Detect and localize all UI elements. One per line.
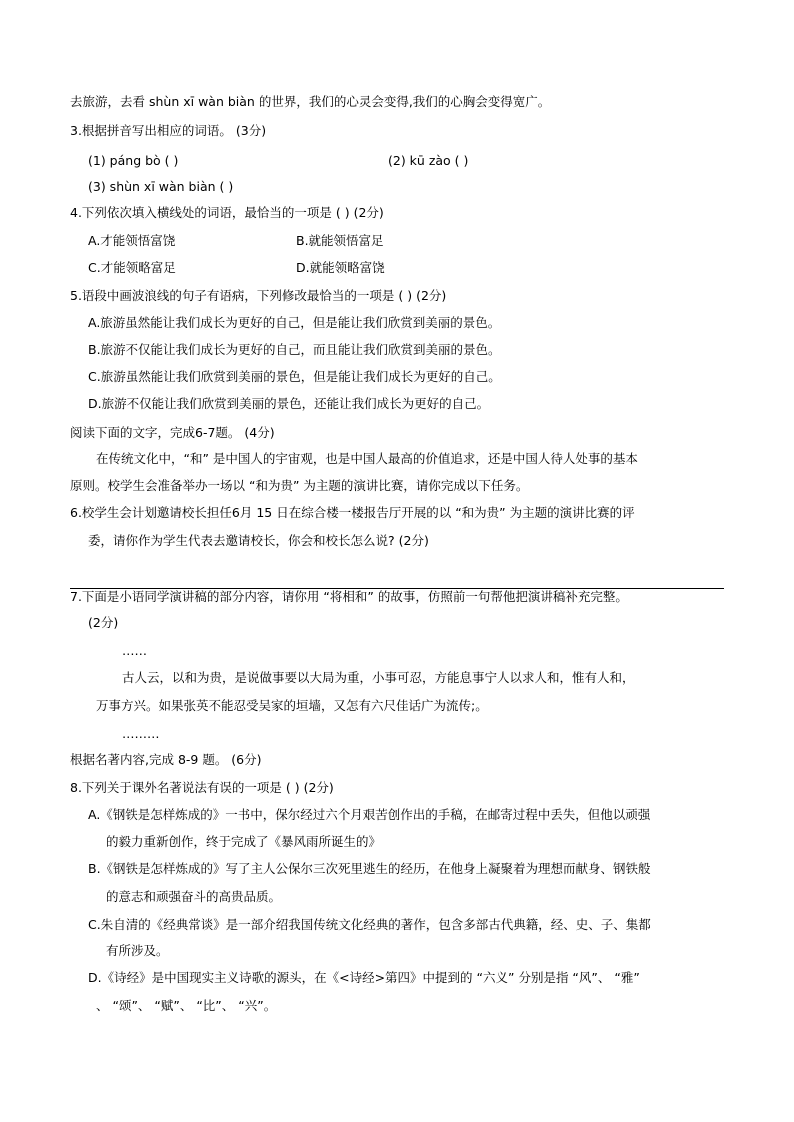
question-7-score: (2分) — [88, 615, 119, 630]
passage-line: 在传统文化中，“和” 是中国人的宇宙观，也是中国人最高的价值追求，还是中国人待人处事的基本 — [96, 451, 638, 466]
q8-option-a: A.《钢铁是怎样炼成的》一书中，保尔经过六个月艰苦创作出的手稿，在邮寄过程中丢失，但他以顽强 — [88, 807, 651, 822]
reading-intro: 阅读下面的文字，完成6-7题。 (4分) — [70, 425, 275, 440]
q3-item-2: (2) kū zào ( ) — [388, 153, 469, 168]
q4-option-a: A.才能领悟富饶 — [88, 233, 176, 248]
q8-option-c: C.朱自清的《经典常谈》是一部介绍我国传统文化经典的著作，包含多部古代典籍，经、史、子、集都 — [88, 917, 651, 932]
reading-intro-8-9: 根据名著内容,完成 8-9 题。 (6分) — [70, 752, 262, 767]
q5-option-a: A.旅游虽然能让我们成长为更好的自己，但是能让我们欣赏到美丽的景色。 — [88, 315, 501, 330]
q5-option-d: D.旅游不仅能让我们欣赏到美丽的景色，还能让我们成长为更好的自己。 — [88, 396, 490, 411]
q4-option-b: B.就能领悟富足 — [296, 233, 384, 248]
ellipsis: …… — [122, 643, 147, 658]
question-8: 8.下列关于课外名著说法有误的一项是 ( ) (2分) — [70, 780, 334, 795]
q3-item-3: (3) shùn xī wàn biàn ( ) — [88, 179, 234, 194]
q3-item-1: (1) páng bò ( ) — [88, 153, 179, 168]
question-3: 3.根据拼音写出相应的词语。 (3分) — [70, 123, 267, 138]
q5-option-c: C.旅游虽然能让我们欣赏到美丽的景色，但是能让我们成长为更好的自己。 — [88, 369, 501, 384]
q8-option-b: B.《钢铁是怎样炼成的》写了主人公保尔三次死里逃生的经历，在他身上凝聚着为理想而献身、钢铁般 — [88, 861, 651, 876]
question-6: 6.校学生会计划邀请校长担任6月 15 日在综合楼一楼报告厅开展的以 “和为贵” 为主题的演讲比赛的评 — [70, 505, 635, 520]
question-5: 5.语段中画波浪线的句子有语病，下列修改最恰当的一项是 ( ) (2分) — [70, 288, 447, 303]
q8-option-a-cont: 的毅力重新创作，终于完成了《暴风雨所诞生的》 — [106, 834, 382, 849]
q5-option-b: B.旅游不仅能让我们成长为更好的自己，而且能让我们欣赏到美丽的景色。 — [88, 342, 501, 357]
question-4: 4.下列依次填入横线处的词语，最恰当的一项是 ( ) (2分) — [70, 205, 384, 220]
ellipsis: ……… — [122, 726, 160, 741]
q8-option-c-cont: 有所涉及。 — [106, 943, 169, 958]
text-line: 去旅游，去看 shùn xī wàn biàn 的世界，我们的心灵会变得,我们的心胸会变得宽广。 — [70, 94, 551, 109]
q8-option-b-cont: 的意志和顽强奋斗的高贵品质。 — [106, 889, 282, 904]
q8-option-d-cont: 、 “颂”、 “赋”、 “比”、 “兴”。 — [96, 998, 277, 1013]
q8-option-d: D.《诗经》是中国现实主义诗歌的源头，在《<诗经>第四》中提到的 “六义” 分别是指 “风”、 “雅” — [88, 970, 640, 985]
passage-line: 原则。校学生会准备举办一场以 “和为贵” 为主题的演讲比赛，请你完成以下任务。 — [70, 478, 529, 493]
q4-option-c: C.才能领略富足 — [88, 260, 176, 275]
speech-line: 万事方兴。如果张英不能忍受吴家的垣墙，又怎有六尺佳话广为流传;。 — [96, 698, 488, 713]
speech-line: 古人云，以和为贵，是说做事要以大局为重，小事可忍，方能息事宁人以求人和，惟有人和， — [122, 670, 635, 685]
q4-option-d: D.就能领略富饶 — [296, 260, 385, 275]
question-6-cont: 委，请你作为学生代表去邀请校长，你会和校长怎么说? (2分) — [88, 533, 429, 548]
question-7: 7.下面是小语同学演讲稿的部分内容，请你用 “将相和” 的故事，仿照前一句帮他把演讲稿补充完整。 — [70, 589, 628, 604]
